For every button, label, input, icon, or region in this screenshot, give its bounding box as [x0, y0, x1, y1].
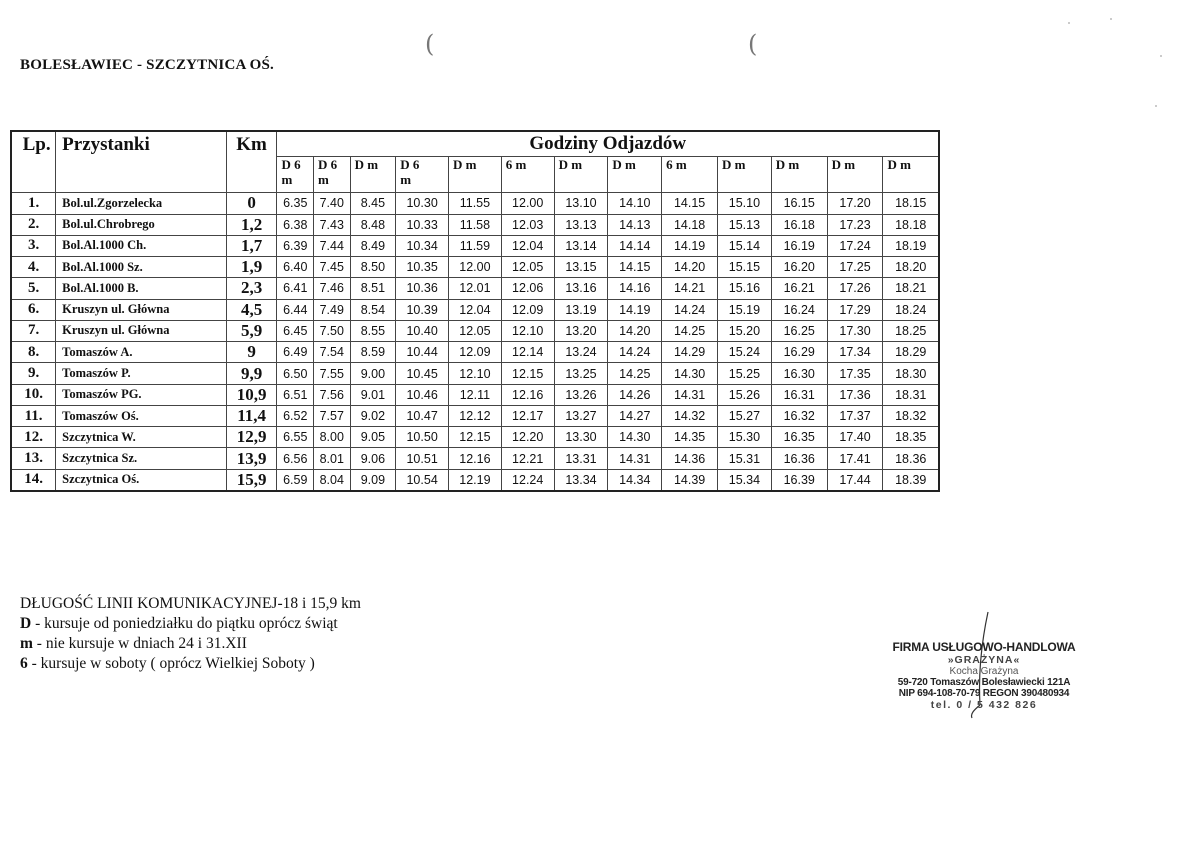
departure-time: 9.05 — [350, 427, 396, 448]
stop-name: Bol.Al.1000 Sz. — [56, 257, 227, 278]
departure-time: 14.15 — [608, 257, 662, 278]
departure-time: 18.31 — [883, 384, 939, 405]
stop-km: 12,9 — [226, 427, 277, 448]
course-code: D m — [453, 156, 477, 172]
departure-time: 15.13 — [718, 214, 772, 235]
row-number: 4. — [11, 257, 56, 278]
departure-time: 14.31 — [608, 448, 662, 469]
departure-time: 14.10 — [608, 193, 662, 214]
legend-text: - kursuje od poniedziałku do piątku oprócz świąt — [31, 615, 338, 632]
course-code: D m — [775, 156, 800, 172]
departure-time: 8.54 — [350, 299, 396, 320]
departure-time: 13.14 — [554, 235, 608, 256]
course-code: D m — [558, 156, 583, 172]
table-row — [11, 405, 939, 426]
stop-km: 15,9 — [226, 469, 277, 491]
departure-time: 8.01 — [314, 448, 351, 469]
departure-time: 17.24 — [827, 235, 883, 256]
departure-time: 12.01 — [449, 278, 502, 299]
departure-time: 18.15 — [883, 193, 939, 214]
stop-km: 0 — [226, 193, 277, 214]
departure-time: 14.18 — [662, 214, 718, 235]
departure-time: 14.13 — [608, 214, 662, 235]
legend-code: m — [20, 635, 33, 652]
departure-time: 11.58 — [449, 214, 502, 235]
departure-time: 18.25 — [883, 320, 939, 341]
departure-time: 18.36 — [883, 448, 939, 469]
legend-item — [20, 614, 361, 634]
stop-name: Kruszyn ul. Główna — [56, 320, 227, 341]
table-row — [11, 363, 939, 384]
departure-time: 13.26 — [554, 384, 608, 405]
departure-time: 14.31 — [662, 384, 718, 405]
course-code-cell — [314, 156, 351, 192]
departure-time: 13.15 — [554, 257, 608, 278]
departure-time: 7.43 — [314, 214, 351, 235]
departure-time: 13.34 — [554, 469, 608, 491]
course-code: D m — [354, 156, 379, 172]
legend-text: - kursuje w soboty ( oprócz Wielkiej Soboty ) — [27, 655, 315, 672]
departure-time: 12.16 — [449, 448, 502, 469]
departure-time: 17.29 — [827, 299, 883, 320]
departure-time: 10.50 — [396, 427, 449, 448]
departure-time: 17.41 — [827, 448, 883, 469]
departure-time: 13.13 — [554, 214, 608, 235]
departure-time: 10.46 — [396, 384, 449, 405]
departure-time: 17.30 — [827, 320, 883, 341]
departure-time: 12.04 — [449, 299, 502, 320]
departure-time: 12.09 — [449, 342, 502, 363]
departure-time: 7.49 — [314, 299, 351, 320]
departure-time: 14.34 — [608, 469, 662, 491]
row-number: 8. — [11, 342, 56, 363]
departure-time: 18.29 — [883, 342, 939, 363]
scan-mark: ( — [748, 30, 758, 58]
course-code: D m — [887, 156, 911, 172]
table-row — [11, 342, 939, 363]
departure-time: 6.59 — [277, 469, 314, 491]
departure-time: 6.56 — [277, 448, 314, 469]
departure-time: 6.45 — [277, 320, 314, 341]
departure-time: 17.44 — [827, 469, 883, 491]
departure-time: 16.15 — [771, 193, 827, 214]
departure-time: 10.30 — [396, 193, 449, 214]
table-row — [11, 193, 939, 214]
stop-name: Bol.Al.1000 Ch. — [56, 235, 227, 256]
departure-time: 10.47 — [396, 405, 449, 426]
table-row — [11, 469, 939, 491]
departure-time: 12.00 — [449, 257, 502, 278]
departure-time: 15.14 — [718, 235, 772, 256]
departure-time: 9.06 — [350, 448, 396, 469]
departure-time: 8.50 — [350, 257, 396, 278]
departure-time: 16.19 — [771, 235, 827, 256]
departure-time: 14.25 — [662, 320, 718, 341]
departure-time: 15.27 — [718, 405, 772, 426]
departure-time: 16.25 — [771, 320, 827, 341]
course-code-cell — [827, 156, 883, 192]
stop-km: 13,9 — [226, 448, 277, 469]
departure-time: 13.10 — [554, 193, 608, 214]
departure-time: 8.49 — [350, 235, 396, 256]
departure-time: 18.35 — [883, 427, 939, 448]
departure-time: 16.36 — [771, 448, 827, 469]
departure-time: 13.20 — [554, 320, 608, 341]
stop-km: 9 — [226, 342, 277, 363]
departure-time: 18.21 — [883, 278, 939, 299]
departure-time: 13.25 — [554, 363, 608, 384]
departure-time: 7.40 — [314, 193, 351, 214]
course-code-cell — [396, 156, 449, 192]
departure-time: 14.30 — [662, 363, 718, 384]
course-code-cell — [554, 156, 608, 192]
departure-time: 15.34 — [718, 469, 772, 491]
course-code-cell — [662, 156, 718, 192]
departure-time: 18.24 — [883, 299, 939, 320]
departure-time: 14.25 — [608, 363, 662, 384]
departure-time: 18.32 — [883, 405, 939, 426]
row-number: 3. — [11, 235, 56, 256]
row-number: 9. — [11, 363, 56, 384]
departure-time: 7.56 — [314, 384, 351, 405]
stop-km: 1,9 — [226, 257, 277, 278]
document-title: BOLESŁAWIEC - SZCZYTNICA OŚ. — [20, 57, 275, 73]
departure-time: 15.15 — [718, 257, 772, 278]
departure-time: 10.45 — [396, 363, 449, 384]
stop-name: Tomaszów Oś. — [56, 405, 227, 426]
course-code: 6 m — [666, 156, 687, 172]
departure-time: 16.18 — [771, 214, 827, 235]
departure-time: 16.20 — [771, 257, 827, 278]
row-number: 14. — [11, 469, 56, 491]
departure-time: 12.00 — [501, 193, 554, 214]
departure-time: 12.12 — [449, 405, 502, 426]
departure-time: 7.45 — [314, 257, 351, 278]
row-number: 2. — [11, 214, 56, 235]
departure-time: 17.34 — [827, 342, 883, 363]
departure-time: 14.29 — [662, 342, 718, 363]
departure-time: 12.20 — [501, 427, 554, 448]
course-code: D m — [831, 156, 856, 172]
departure-time: 8.51 — [350, 278, 396, 299]
departure-time: 14.21 — [662, 278, 718, 299]
departure-time: 16.39 — [771, 469, 827, 491]
stop-km: 1,2 — [226, 214, 277, 235]
departure-time: 14.32 — [662, 405, 718, 426]
scan-speck — [1160, 55, 1162, 57]
departure-time: 18.30 — [883, 363, 939, 384]
row-number: 11. — [11, 405, 56, 426]
departure-time: 16.30 — [771, 363, 827, 384]
course-code-cell — [771, 156, 827, 192]
departure-time: 10.44 — [396, 342, 449, 363]
departure-time: 14.26 — [608, 384, 662, 405]
row-number: 13. — [11, 448, 56, 469]
stop-name: Szczytnica Sz. — [56, 448, 227, 469]
departure-time: 14.30 — [608, 427, 662, 448]
departure-time: 10.40 — [396, 320, 449, 341]
departure-time: 6.52 — [277, 405, 314, 426]
departure-time: 9.00 — [350, 363, 396, 384]
departure-time: 12.15 — [501, 363, 554, 384]
departure-time: 12.09 — [501, 299, 554, 320]
departure-time: 15.31 — [718, 448, 772, 469]
departure-time: 12.11 — [449, 384, 502, 405]
table-row — [11, 427, 939, 448]
departure-time: 14.27 — [608, 405, 662, 426]
stop-name: Tomaszów PG. — [56, 384, 227, 405]
departure-time: 12.17 — [501, 405, 554, 426]
row-number: 7. — [11, 320, 56, 341]
departure-time: 7.54 — [314, 342, 351, 363]
departure-time: 6.38 — [277, 214, 314, 235]
departure-time: 16.24 — [771, 299, 827, 320]
stop-km: 2,3 — [226, 278, 277, 299]
departure-time: 13.16 — [554, 278, 608, 299]
departure-time: 8.59 — [350, 342, 396, 363]
departure-time: 8.04 — [314, 469, 351, 491]
course-code-cell — [350, 156, 396, 192]
table-row — [11, 278, 939, 299]
departure-time: 17.25 — [827, 257, 883, 278]
departure-time: 17.26 — [827, 278, 883, 299]
header-departures: Godziny Odjazdów — [277, 131, 939, 156]
company-stamp — [884, 640, 1084, 711]
stamp-line: tel. 0 / 5 432 826 — [930, 699, 1038, 711]
table-row — [11, 320, 939, 341]
row-number: 1. — [11, 193, 56, 214]
course-code: 6 m — [505, 156, 527, 172]
departure-time: 14.20 — [608, 320, 662, 341]
departure-time: 12.21 — [501, 448, 554, 469]
departure-time: 8.45 — [350, 193, 396, 214]
departure-time: 12.24 — [501, 469, 554, 491]
legend-code: D — [20, 615, 32, 632]
departure-time: 9.09 — [350, 469, 396, 491]
departure-time: 15.26 — [718, 384, 772, 405]
departure-time: 9.01 — [350, 384, 396, 405]
departure-time: 16.29 — [771, 342, 827, 363]
departure-time: 18.39 — [883, 469, 939, 491]
departure-time: 6.49 — [277, 342, 314, 363]
departure-time: 18.19 — [883, 235, 939, 256]
course-code: m — [281, 171, 293, 187]
departure-time: 6.44 — [277, 299, 314, 320]
departure-time: 17.23 — [827, 214, 883, 235]
departure-time: 10.39 — [396, 299, 449, 320]
stop-km: 5,9 — [226, 320, 277, 341]
departure-time: 6.41 — [277, 278, 314, 299]
course-code-cell — [883, 156, 939, 192]
departure-time: 7.44 — [314, 235, 351, 256]
row-number: 5. — [11, 278, 56, 299]
departure-time: 13.19 — [554, 299, 608, 320]
departure-time: 7.50 — [314, 320, 351, 341]
departure-time: 12.16 — [501, 384, 554, 405]
departure-time: 7.46 — [314, 278, 351, 299]
departure-time: 14.24 — [662, 299, 718, 320]
departure-time: 10.51 — [396, 448, 449, 469]
stop-name: Szczytnica Oś. — [56, 469, 227, 491]
scan-speck — [1110, 18, 1112, 20]
departure-time: 12.10 — [449, 363, 502, 384]
course-code: D 6 — [400, 156, 420, 172]
departure-time: 6.40 — [277, 257, 314, 278]
course-code: m — [318, 171, 329, 187]
legend — [20, 594, 361, 674]
departure-time: 14.19 — [662, 235, 718, 256]
departure-time: 12.19 — [449, 469, 502, 491]
departure-time: 14.36 — [662, 448, 718, 469]
departure-time: 17.35 — [827, 363, 883, 384]
row-number: 12. — [11, 427, 56, 448]
departure-time: 14.16 — [608, 278, 662, 299]
header-km: Km — [226, 131, 277, 193]
departure-time: 6.39 — [277, 235, 314, 256]
departure-time: 10.54 — [396, 469, 449, 491]
departure-time: 15.25 — [718, 363, 772, 384]
departure-time: 13.30 — [554, 427, 608, 448]
stop-km: 11,4 — [226, 405, 277, 426]
stamp-line: NIP 694-108-70-79 REGON 390480934 — [898, 688, 1070, 699]
departure-time: 14.20 — [662, 257, 718, 278]
course-code-cell — [718, 156, 772, 192]
course-code: D 6 — [318, 156, 338, 172]
departure-time: 11.59 — [449, 235, 502, 256]
stop-name: Tomaszów A. — [56, 342, 227, 363]
departure-time: 15.19 — [718, 299, 772, 320]
departure-time: 6.35 — [277, 193, 314, 214]
departure-time: 8.00 — [314, 427, 351, 448]
departure-time: 13.24 — [554, 342, 608, 363]
stop-name: Bol.Al.1000 B. — [56, 278, 227, 299]
stamp-line: FIRMA USŁUGOWO-HANDLOWA — [892, 640, 1076, 654]
departure-time: 8.55 — [350, 320, 396, 341]
table-row — [11, 235, 939, 256]
stop-name: Kruszyn ul. Główna — [56, 299, 227, 320]
departure-time: 17.36 — [827, 384, 883, 405]
legend-code: 6 — [20, 655, 28, 672]
table-row — [11, 299, 939, 320]
stop-name: Bol.ul.Zgorzelecka — [56, 193, 227, 214]
departure-time: 6.51 — [277, 384, 314, 405]
legend-items — [20, 614, 361, 674]
scan-speck — [1068, 22, 1070, 24]
departure-time: 15.20 — [718, 320, 772, 341]
departure-time: 17.20 — [827, 193, 883, 214]
timetable — [10, 130, 940, 492]
departure-time: 11.55 — [449, 193, 502, 214]
departure-time: 15.24 — [718, 342, 772, 363]
legend-text: - nie kursuje w dniach 24 i 31.XII — [32, 635, 247, 652]
departure-time: 15.30 — [718, 427, 772, 448]
departure-time: 7.55 — [314, 363, 351, 384]
table-row — [11, 448, 939, 469]
course-code: D m — [612, 156, 636, 172]
stamp-line: »GRAŻYNA« — [947, 654, 1021, 666]
stop-name: Szczytnica W. — [56, 427, 227, 448]
stop-km: 1,7 — [226, 235, 277, 256]
departure-time: 14.39 — [662, 469, 718, 491]
departure-time: 15.16 — [718, 278, 772, 299]
departure-time: 17.40 — [827, 427, 883, 448]
departure-time: 14.15 — [662, 193, 718, 214]
course-code: D m — [722, 156, 746, 172]
departure-time: 7.57 — [314, 405, 351, 426]
course-code: m — [400, 171, 412, 187]
table-row — [11, 384, 939, 405]
line-length: DŁUGOŚĆ LINII KOMUNIKACYJNEJ-18 i 15,9 km — [20, 595, 361, 612]
departure-time: 10.36 — [396, 278, 449, 299]
stamp-line: 59-720 Tomaszów Bolesławiecki 121A — [897, 677, 1071, 688]
departure-time: 16.32 — [771, 405, 827, 426]
departure-time: 12.05 — [449, 320, 502, 341]
table-row — [11, 257, 939, 278]
departure-time: 14.24 — [608, 342, 662, 363]
departure-time: 12.10 — [501, 320, 554, 341]
departure-time: 14.14 — [608, 235, 662, 256]
course-code-cell — [501, 156, 554, 192]
stop-km: 10,9 — [226, 384, 277, 405]
departure-time: 14.19 — [608, 299, 662, 320]
scan-mark: ( — [425, 30, 435, 58]
departure-time: 13.27 — [554, 405, 608, 426]
departure-time: 12.06 — [501, 278, 554, 299]
departure-time: 15.10 — [718, 193, 772, 214]
course-code-cell — [277, 156, 314, 192]
departure-time: 18.20 — [883, 257, 939, 278]
course-code-cell — [449, 156, 502, 192]
departure-time: 14.35 — [662, 427, 718, 448]
departure-time: 13.31 — [554, 448, 608, 469]
scan-speck — [1155, 105, 1157, 107]
departure-time: 16.31 — [771, 384, 827, 405]
header-stops: Przystanki — [56, 131, 227, 193]
departure-time: 10.35 — [396, 257, 449, 278]
departure-time: 12.15 — [449, 427, 502, 448]
stop-km: 4,5 — [226, 299, 277, 320]
departure-time: 12.03 — [501, 214, 554, 235]
departure-time: 16.21 — [771, 278, 827, 299]
legend-item — [20, 634, 361, 654]
stamp-line: Kocha Grażyna — [949, 666, 1019, 677]
departure-time: 10.33 — [396, 214, 449, 235]
header-lp: Lp. — [11, 131, 56, 193]
row-number: 10. — [11, 384, 56, 405]
departure-time: 9.02 — [350, 405, 396, 426]
stop-name: Bol.ul.Chrobrego — [56, 214, 227, 235]
course-code: D 6 — [281, 156, 301, 172]
stop-name: Tomaszów P. — [56, 363, 227, 384]
departure-time: 10.34 — [396, 235, 449, 256]
legend-item — [20, 654, 361, 674]
departure-time: 6.55 — [277, 427, 314, 448]
stop-km: 9,9 — [226, 363, 277, 384]
row-number: 6. — [11, 299, 56, 320]
table-row — [11, 214, 939, 235]
departure-time: 17.37 — [827, 405, 883, 426]
departure-time: 6.50 — [277, 363, 314, 384]
departure-time: 12.05 — [501, 257, 554, 278]
departure-time: 12.14 — [501, 342, 554, 363]
departure-time: 16.35 — [771, 427, 827, 448]
departure-time: 8.48 — [350, 214, 396, 235]
course-code-cell — [608, 156, 662, 192]
departure-time: 12.04 — [501, 235, 554, 256]
departure-time: 18.18 — [883, 214, 939, 235]
